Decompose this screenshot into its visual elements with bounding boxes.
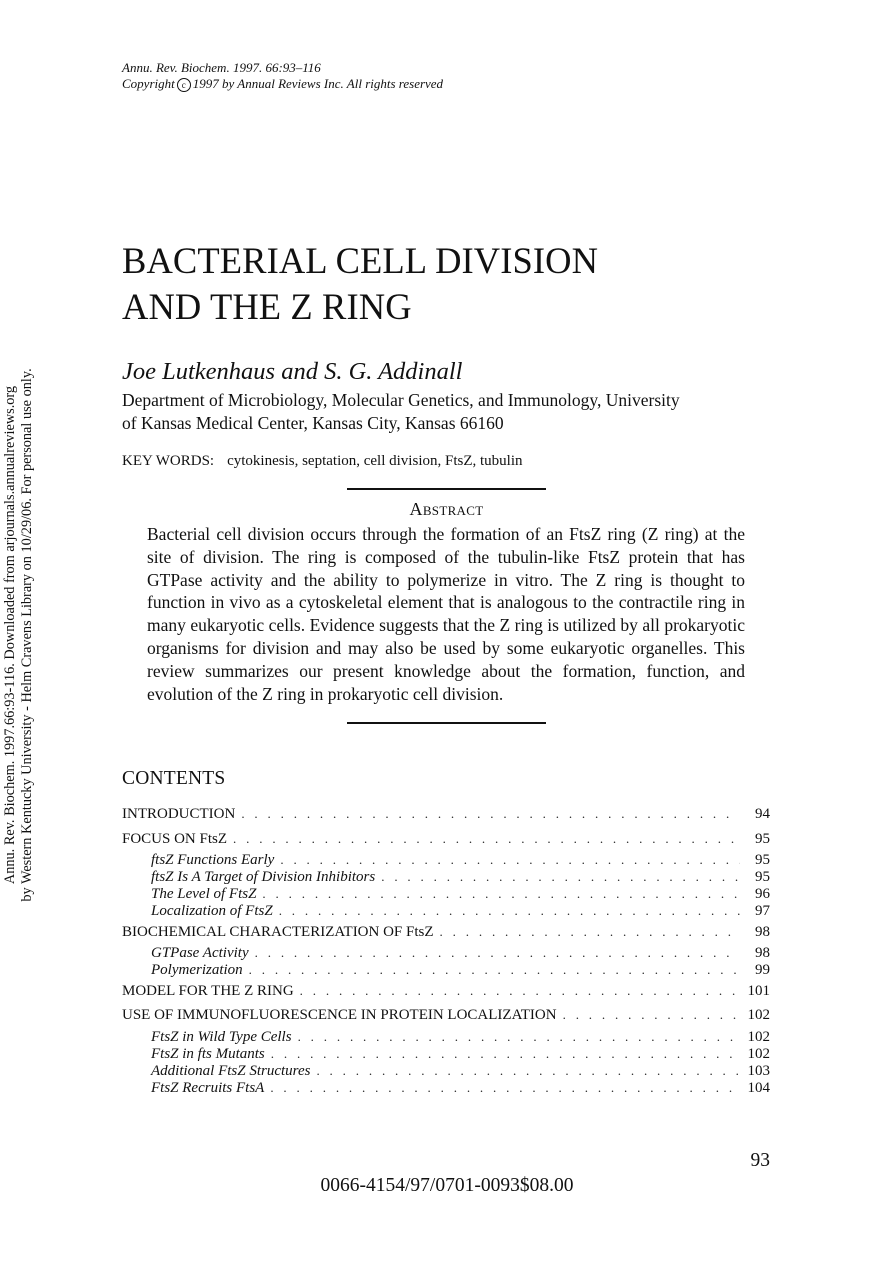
keywords-label: KEY WORDS: <box>122 453 215 469</box>
toc-subentry[interactable] <box>122 1045 770 1063</box>
toc-leader-dots <box>563 1006 740 1024</box>
toc-leader-dots <box>381 868 740 885</box>
toc-subentry[interactable] <box>122 1079 770 1097</box>
toc-leader-dots <box>440 923 740 941</box>
affiliation-line-1: Department of Microbiology, Molecular Genetics, and Immunology, University <box>122 390 680 410</box>
toc-subentry[interactable] <box>122 902 770 920</box>
abstract-top-rule <box>347 488 546 490</box>
toc-entry-label: ftsZ Is A Target of Division Inhibitors <box>151 869 376 885</box>
toc-entry-page: 101 <box>747 983 770 999</box>
toc-entry-page: 94 <box>755 806 770 822</box>
toc-leader-dots <box>241 805 740 823</box>
toc-entry-page: 98 <box>755 945 770 961</box>
toc-entry[interactable] <box>122 1006 770 1024</box>
copyright-prefix: Copyright <box>122 75 175 91</box>
toc-entry-label: FtsZ Recruits FtsA <box>151 1080 265 1096</box>
abstract-bottom-rule <box>347 722 546 724</box>
affiliation <box>122 389 742 434</box>
download-notice-sidebar <box>0 0 38 1267</box>
toc-entry-label: USE OF IMMUNOFLUORESCENCE IN PROTEIN LOCALIZATION <box>122 1007 557 1023</box>
keywords <box>122 451 523 471</box>
toc-subentry[interactable] <box>122 868 770 886</box>
toc-entry-label: The Level of FtsZ <box>151 886 257 902</box>
toc-leader-dots <box>255 944 740 961</box>
affiliation-line-2: of Kansas Medical Center, Kansas City, Kansas 66160 <box>122 412 504 433</box>
toc-leader-dots <box>271 1045 740 1062</box>
toc-entry-label: FtsZ in fts Mutants <box>151 1046 265 1062</box>
toc-entry[interactable] <box>122 982 770 1000</box>
toc-entry-page: 102 <box>747 1029 770 1045</box>
download-notice-line-2: by Western Kentucky University - Helm Cravens Library on 10/29/06. For personal use only. <box>19 368 35 902</box>
toc-entry-page: 96 <box>755 886 770 902</box>
toc-entry[interactable] <box>122 830 770 848</box>
copyright-line <box>122 76 443 92</box>
keywords-values: cytokinesis, septation, cell division, FtsZ, tubulin <box>227 453 523 469</box>
toc-entry-page: 102 <box>747 1046 770 1062</box>
toc-entry-label: Localization of FtsZ <box>151 903 273 919</box>
toc-entry-page: 98 <box>755 924 770 940</box>
journal-citation <box>122 60 443 92</box>
toc-subentry[interactable] <box>122 885 770 903</box>
toc-entry-label: MODEL FOR THE Z RING <box>122 983 294 999</box>
toc-entry[interactable] <box>122 923 770 941</box>
toc-entry-page: 104 <box>747 1080 770 1096</box>
toc-entry-page: 99 <box>755 962 770 978</box>
toc-entry[interactable] <box>122 805 770 823</box>
citation-line: Annu. Rev. Biochem. 1997. 66:93–116 <box>122 60 321 75</box>
title-line-1: BACTERIAL CELL DIVISION <box>122 240 599 281</box>
toc-entry-label: INTRODUCTION <box>122 806 236 822</box>
toc-leader-dots <box>262 885 740 902</box>
toc-entry-label: FtsZ in Wild Type Cells <box>151 1029 292 1045</box>
article-title <box>122 238 598 330</box>
toc-leader-dots <box>270 1079 740 1096</box>
title-line-2: AND THE Z RING <box>122 286 412 327</box>
copyright-suffix: 1997 by Annual Reviews Inc. All rights reserved <box>192 75 444 91</box>
abstract-text: Bacterial cell division occurs through the formation of an FtsZ ring (Z ring) at the site of division. The ring is composed of the tubulin-like FtsZ protein that has GTPase activity and the ability to polymerize in vitro. The Z ring is thought to function in vivo as a cytoskeletal element that is analogous to the contractile ring in many eukaryotic cells. Evidence suggests that the Z ring is utilized by all prokaryotic organisms for division and may also be used by some eukaryotic organelles. This review summarizes our present knowledge about the formation, function, and evolution of the Z ring in prokaryotic cell division. <box>147 524 745 704</box>
toc-entry-label: ftsZ Functions Early <box>151 852 275 868</box>
toc-entry-label: Polymerization <box>151 962 243 978</box>
toc-entry-label: BIOCHEMICAL CHARACTERIZATION OF FtsZ <box>122 924 434 940</box>
toc-entry-label: GTPase Activity <box>151 945 249 961</box>
issn-code: 0066-4154/97/0701-0093$08.00 <box>320 1175 574 1196</box>
toc-subentry[interactable] <box>122 1028 770 1046</box>
toc-leader-dots <box>249 961 740 978</box>
toc-leader-dots <box>300 982 740 1000</box>
download-notice-line-1: Annu. Rev. Biochem. 1997.66:93-116. Downloaded from arjournals.annualreviews.org <box>2 385 18 885</box>
toc-leader-dots <box>233 830 740 848</box>
toc-leader-dots <box>316 1062 740 1079</box>
page-number: 93 <box>750 1150 770 1171</box>
toc-subentry[interactable] <box>122 851 770 869</box>
toc-entry-page: 102 <box>747 1007 770 1023</box>
copyright-symbol: c <box>177 78 191 92</box>
toc-subentry[interactable] <box>122 1062 770 1080</box>
toc-entry-label: Additional FtsZ Structures <box>151 1063 311 1079</box>
toc-entry-page: 95 <box>755 869 770 885</box>
toc-entry-page: 95 <box>755 831 770 847</box>
toc-entry-page: 103 <box>747 1063 770 1079</box>
download-notice <box>2 368 36 901</box>
toc-leader-dots <box>280 851 740 868</box>
toc-entry-page: 95 <box>755 852 770 868</box>
toc-subentry[interactable] <box>122 944 770 962</box>
authors: Joe Lutkenhaus and S. G. Addinall <box>122 358 463 385</box>
abstract-heading: Abstract <box>409 499 484 519</box>
toc-leader-dots <box>298 1028 740 1045</box>
toc-leader-dots <box>279 902 740 919</box>
toc-entry-page: 97 <box>755 903 770 919</box>
toc-entry-label: FOCUS ON FtsZ <box>122 831 228 847</box>
contents-heading: CONTENTS <box>122 768 226 789</box>
toc-subentry[interactable] <box>122 961 770 979</box>
